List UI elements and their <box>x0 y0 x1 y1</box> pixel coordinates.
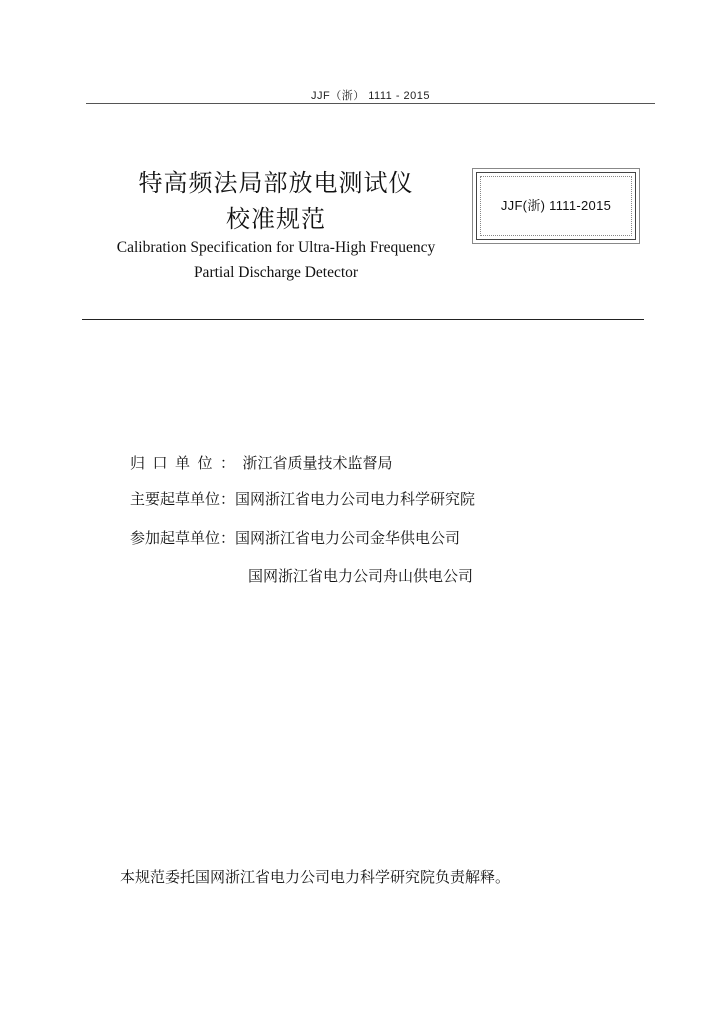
participating-drafter-row-2 <box>248 565 473 586</box>
standard-code-box <box>476 172 636 240</box>
title-zh-line2: 校准规范 <box>226 205 326 233</box>
interpretation-note: 本规范委托国网浙江省电力公司电力科学研究院负责解释。 <box>120 868 511 886</box>
title-en-line1: Calibration Specification for Ultra-High Frequency <box>116 239 436 256</box>
title-en-line2: Partial Discharge Detector <box>193 264 359 281</box>
participating-drafter-row <box>130 527 460 548</box>
responsible-unit-value: 浙江省质量技术监督局 <box>242 454 393 472</box>
title-zh-line1: 特高频法局部放电测试仪 <box>138 169 414 197</box>
page-header-code: JJF（浙） 1111 - 2015 <box>310 90 431 102</box>
title-divider <box>82 319 644 320</box>
main-drafter-label: 主要起草单位： <box>130 490 236 508</box>
code-box-text: JJF(浙) 1111-2015 <box>500 198 612 213</box>
main-drafter-value: 国网浙江省电力公司电力科学研究院 <box>235 490 476 508</box>
responsible-unit-label: 归口单位： <box>130 454 243 472</box>
participating-drafter-value-2: 国网浙江省电力公司舟山供电公司 <box>248 567 474 585</box>
main-drafter-row <box>130 488 475 509</box>
header-divider <box>86 103 655 104</box>
participating-drafter-value-1: 国网浙江省电力公司金华供电公司 <box>235 529 461 547</box>
participating-drafter-label: 参加起草单位： <box>130 529 236 547</box>
responsible-unit-row <box>130 452 393 473</box>
